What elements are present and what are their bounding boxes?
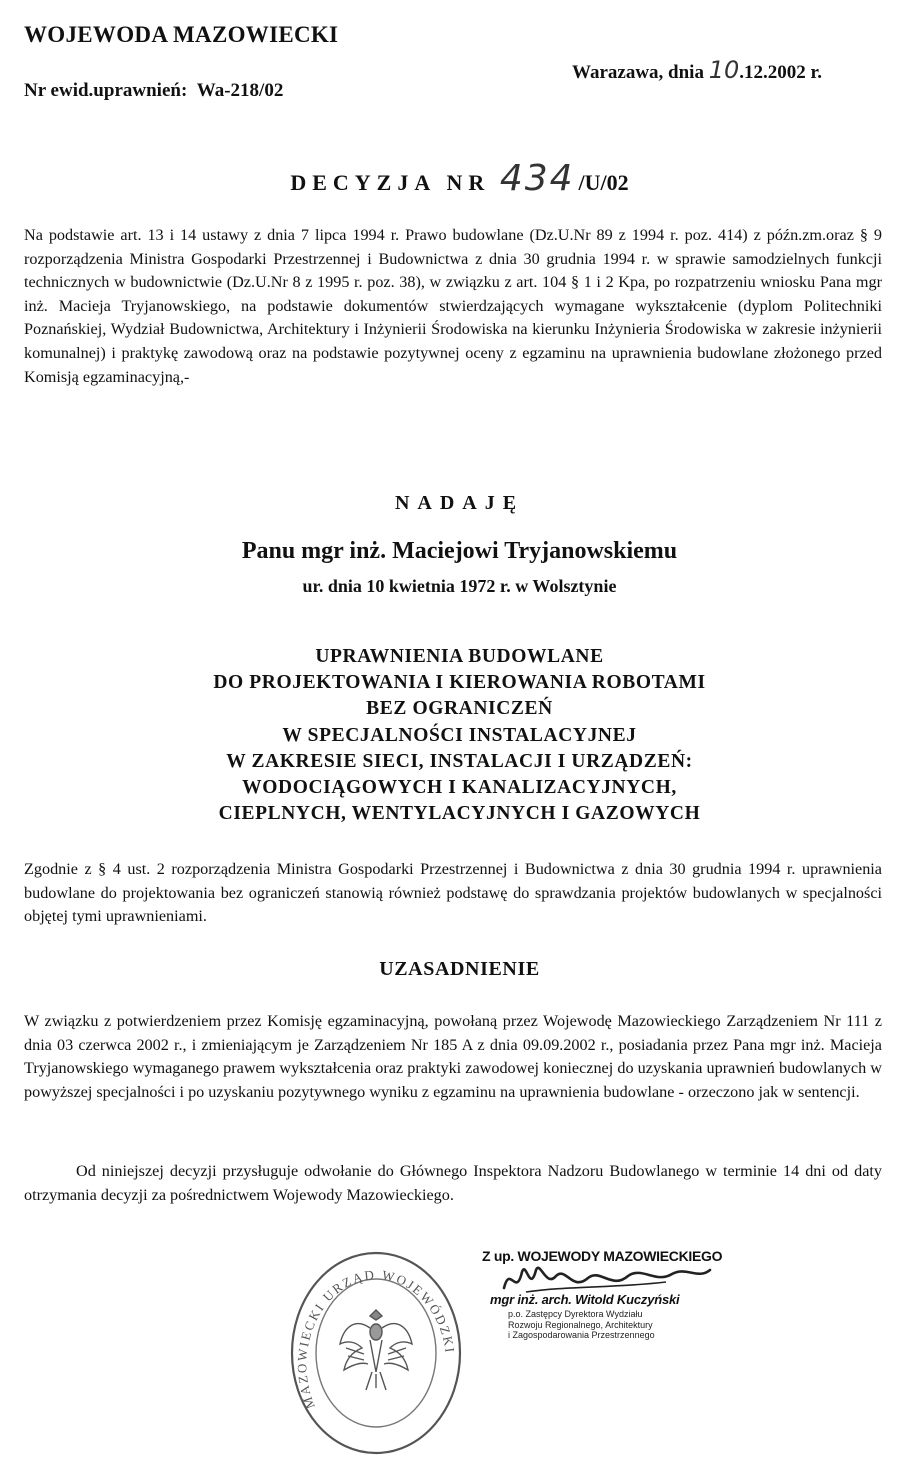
grant-heading: NADAJĘ [394,492,525,514]
role-line: i Zagospodarowania Przestrzennego [508,1330,655,1340]
scope-line: W SPECJALNOŚCI INSTALACYJNEJ [282,724,637,746]
scope-line: BEZ OGRANICZEŃ [366,698,553,720]
document-date [572,56,822,84]
scope-line: WODOCIĄGOWYCH I KANALIZACYJNYCH, [242,777,677,799]
signature-block [480,1248,740,1341]
signatory-name: mgr inż. arch. Witold Kuczyński [490,1292,680,1307]
date-suffix: .12.2002 r. [739,62,822,83]
justification-heading: UZASADNIENIE [379,958,540,980]
qualification-scope [0,644,919,827]
issuer-heading: WOJEWODA MAZOWIECKI [24,22,339,47]
eagle-emblem-icon [340,1310,412,1390]
appeal-paragraph: Od niniejszej decyzji przysługuje odwołanie do Głównego Inspektora Nadzoru Budowlanego w terminie 14 dni od daty otrzymania decyzji za pośrednictwem Wojewody Mazowieckiego. [24,1162,882,1204]
justification-paragraph: W związku z potwierdzeniem przez Komisję egzaminacyjną, powołaną przez Wojewodę Mazowieckiego Zarządzeniem Nr 111 z dnia 03 czerwca 2002 r., i zmieniającym je Zarządzeniem Nr 185 A z dnia 09.09.2002 r., posiadania przez Pana mgr inż. Macieja Tryjanowskiego wymaganego prawem wykształcenia oraz praktyki zawodowej koniecznej do uzyskania uprawnień budowlanych w powyższej specjalności i po uzyskaniu pozytywnego wyniku z egzaminu na uprawnienia budowlane - orzeczono jak w sentencji. [24,1012,882,1101]
recipient-birth-info: ur. dnia 10 kwietnia 1972 r. w Wolsztynie [302,576,617,596]
role-line: Rozwoju Regionalnego, Architektury [508,1319,653,1330]
signature-on-behalf: Z up. WOJEWODY MAZOWIECKIEGO [482,1248,723,1264]
scope-line: W ZAKRESIE SIECI, INSTALACJI I URZĄDZEŃ: [226,750,693,772]
registry-number: Wa-218/02 [196,80,284,101]
date-prefix: Warazawa, dnia [572,62,704,83]
decision-title [0,158,919,199]
scope-line: CIEPLNYCH, WENTYLACYJNYCH I GAZOWYCH [218,803,701,825]
signatory-role [508,1309,740,1341]
decision-number-handwritten: 434 [499,158,575,199]
recipient-name: Panu mgr inż. Maciejowi Tryjanowskiemu [241,538,678,564]
legal-basis-paragraph: Na podstawie art. 13 i 14 ustawy z dnia 7 lipca 1994 r. Prawo budowlane (Dz.U.Nr 89 z 1994 r. poz. 414) z późn.zm.oraz § 9 rozporządzenia Ministra Gospodarki Przestrzennej i Budownictwa z dnia 30 grudnia 1994 r. w sprawie samodzielnych funkcji technicznych w budownictwie (Dz.U.Nr 8 z 1995 r. poz. 38), w związku z art. 104 § 1 i 2 Kpa, po rozpatrzeniu wniosku Pana mgr inż. Macieja Tryjanowskiego, na podstawie dokumentów stwierdzających wymagane wykształcenie (dyplom Politechniki Poznańskiej, Wydział Budownictwa, Architektury i Inżynierii Środowiska na kierunku Inżynieria Środowiska w zakresie inżynierii komunalnej) i praktykę zawodową oraz na podstawie pozytywnej oceny z egzaminu na uprawnienia budowlane złożonego przed Komisją egzaminacyjną,- [24,226,882,386]
registry-label: Nr ewid.uprawnień: [24,80,188,101]
stamp-seal-icon [286,1248,466,1458]
decision-number-suffix: /U/02 [578,170,629,195]
decision-label: DECYZJA NR [290,170,491,195]
role-line: p.o. Zastępcy Dyrektora Wydziału [508,1309,643,1319]
official-stamp [286,1248,466,1458]
scope-line: DO PROJEKTOWANIA I KIEROWANIA ROBOTAMI [213,672,706,694]
registry-line [24,80,283,102]
stamp-text: MAZOWIECKI URZĄD WOJEWÓDZKI [294,1266,458,1411]
note-paragraph: Zgodnie z § 4 ust. 2 rozporządzenia Ministra Gospodarki Przestrzennej i Budownictwa z dnia 30 grudnia 1994 r. uprawnienia budowlane do projektowania bez ograniczeń stanowią również podstawę do sprawdzania projektów budowlanych w specjalności objętej tymi uprawnieniami. [24,860,882,926]
date-day-handwritten: 10 [708,56,740,84]
scope-line: UPRAWNIENIA BUDOWLANE [315,646,604,667]
